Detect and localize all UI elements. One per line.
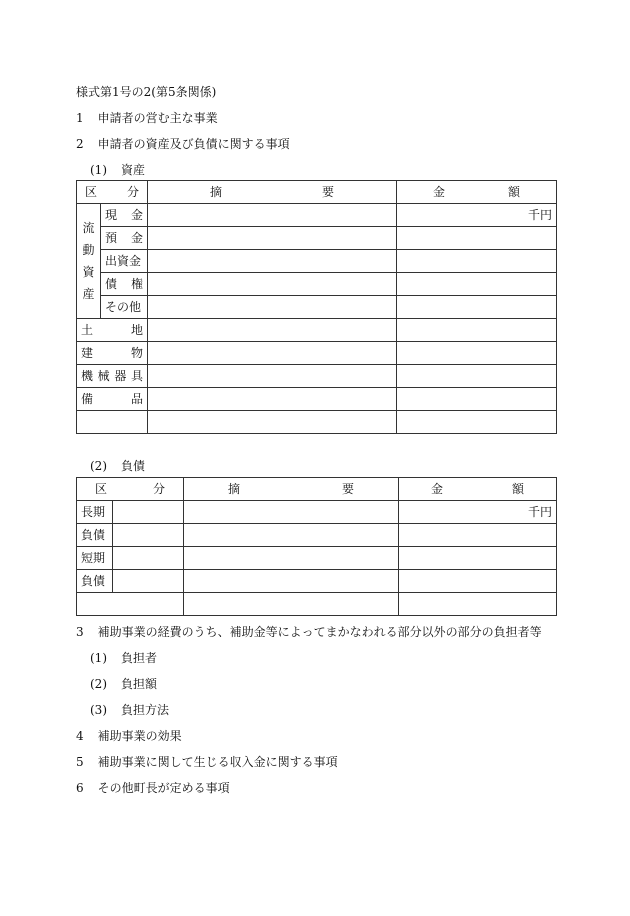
liability-row-blank [77, 593, 557, 616]
header-kingaku: 金 額 [397, 181, 557, 204]
amount-cell[interactable] [397, 250, 557, 273]
header-kubun: 区 分 [77, 181, 148, 204]
header-kingaku: 金 額 [399, 478, 557, 501]
amount-cell[interactable] [397, 296, 557, 319]
asset-row-cash [77, 204, 557, 227]
burden-item-1: (1) 負担者 [90, 651, 158, 665]
assets-header-row [77, 181, 557, 204]
tekiyo-cell[interactable] [184, 547, 399, 570]
amount-unit: 千円 [399, 501, 557, 524]
asset-row-investment [77, 250, 557, 273]
amount-cell[interactable] [399, 570, 557, 593]
asset-row-other [77, 296, 557, 319]
label-equipment: 備 品 [77, 388, 148, 411]
liability-row-short-1 [77, 547, 557, 570]
tekiyo-cell[interactable] [148, 296, 397, 319]
label-cash: 現 金 [101, 204, 148, 227]
kubun-cell[interactable] [113, 570, 184, 593]
tekiyo-cell[interactable] [148, 365, 397, 388]
item-4: 4 補助事業の効果 [76, 729, 182, 743]
liability-row-short-2 [77, 570, 557, 593]
header-kubun: 区 分 [77, 478, 184, 501]
header-tekiyo: 摘 要 [148, 181, 397, 204]
asset-row-machinery [77, 365, 557, 388]
liabilities-table [76, 477, 557, 616]
assets-table [76, 180, 557, 434]
burden-item-3: (3) 負担方法 [90, 703, 170, 717]
assets-subheading: (1) 資産 [90, 163, 146, 177]
item-num: 2 [76, 137, 84, 151]
amount-cell[interactable] [399, 547, 557, 570]
item-1 [76, 110, 218, 126]
item-2 [76, 136, 290, 152]
amount-cell[interactable] [397, 227, 557, 250]
amount-cell[interactable] [397, 273, 557, 296]
tekiyo-cell[interactable] [184, 593, 399, 616]
asset-row-equipment [77, 388, 557, 411]
item-text: 申請者の資産及び負債に関する事項 [97, 137, 290, 151]
label-blank[interactable] [77, 411, 148, 434]
tekiyo-cell[interactable] [148, 204, 397, 227]
long-term-label-1: 長期 [77, 501, 113, 524]
short-term-label-1: 短期 [77, 547, 113, 570]
kubun-cell[interactable] [113, 547, 184, 570]
asset-row-building [77, 342, 557, 365]
amount-cell[interactable] [397, 411, 557, 434]
asset-row-receivable [77, 273, 557, 296]
tekiyo-cell[interactable] [148, 319, 397, 342]
label-building: 建 物 [77, 342, 148, 365]
label-blank[interactable] [77, 593, 184, 616]
amount-cell[interactable] [397, 342, 557, 365]
short-term-label-2: 負債 [77, 570, 113, 593]
kubun-cell[interactable] [113, 524, 184, 547]
asset-row-land [77, 319, 557, 342]
item-6: 6 その他町長が定める事項 [76, 781, 230, 795]
item-3: 3 補助事業の経費のうち、補助金等によってまかなわれる部分以外の部分の負担者等 [76, 625, 542, 639]
tekiyo-cell[interactable] [148, 342, 397, 365]
label-machinery: 機 械 器 具 [77, 365, 148, 388]
kubun-cell[interactable] [113, 501, 184, 524]
current-assets-label: 流 動 資 産 [77, 204, 101, 319]
amount-cell[interactable] [399, 524, 557, 547]
tekiyo-cell[interactable] [148, 388, 397, 411]
liability-row-long-1 [77, 501, 557, 524]
tekiyo-cell[interactable] [148, 273, 397, 296]
amount-cell[interactable] [397, 319, 557, 342]
amount-cell[interactable] [397, 365, 557, 388]
item-num: 1 [76, 111, 84, 125]
tekiyo-cell[interactable] [148, 411, 397, 434]
tekiyo-cell[interactable] [184, 524, 399, 547]
amount-cell[interactable] [399, 593, 557, 616]
header-tekiyo: 摘 要 [184, 478, 399, 501]
liabilities-subheading: (2) 負債 [90, 459, 146, 473]
tekiyo-cell[interactable] [184, 501, 399, 524]
label-land: 土 地 [77, 319, 148, 342]
label-deposit: 預 金 [101, 227, 148, 250]
label-other: その他 [101, 296, 148, 319]
item-text: 申請者の営む主な事業 [97, 111, 218, 125]
long-term-label-2: 負債 [77, 524, 113, 547]
burden-item-2: (2) 負担額 [90, 677, 158, 691]
asset-row-blank [77, 411, 557, 434]
label-investment: 出資金 [101, 250, 148, 273]
amount-unit: 千円 [397, 204, 557, 227]
form-title: 様式第1号の2(第5条関係) [76, 85, 217, 99]
liabilities-header-row [77, 478, 557, 501]
item-5: 5 補助事業に関して生じる収入金に関する事項 [76, 755, 338, 769]
label-receivable: 債 権 [101, 273, 148, 296]
asset-row-deposit [77, 227, 557, 250]
tekiyo-cell[interactable] [148, 250, 397, 273]
tekiyo-cell[interactable] [184, 570, 399, 593]
tekiyo-cell[interactable] [148, 227, 397, 250]
liability-row-long-2 [77, 524, 557, 547]
amount-cell[interactable] [397, 388, 557, 411]
